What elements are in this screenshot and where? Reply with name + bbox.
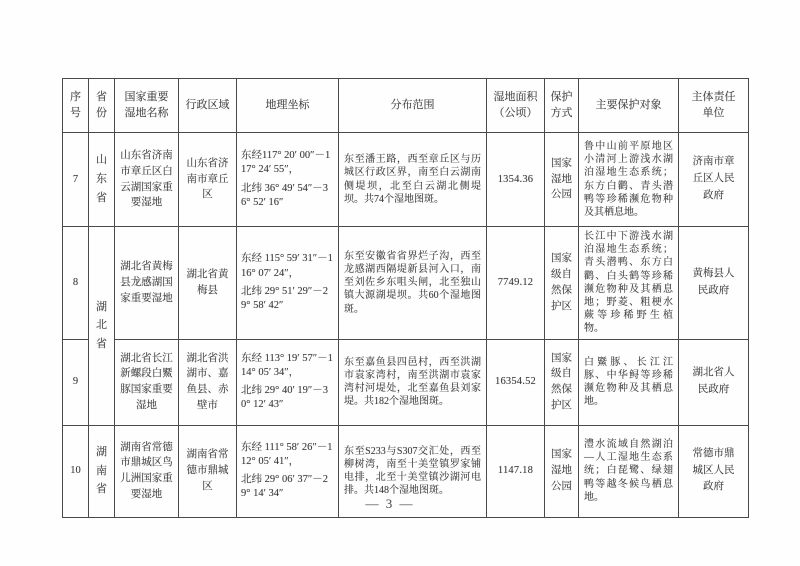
header-label: 国家重要湿地名称 [124, 90, 169, 119]
col-header-responsible-unit [679, 79, 749, 133]
table-row [63, 339, 749, 425]
responsible-label: 济南市章丘区人民政府 [692, 156, 735, 201]
wetland-table [62, 78, 749, 518]
col-header-coordinates [237, 79, 339, 133]
cell-coordinates [237, 227, 339, 340]
protection-label: 国家湿地公园 [551, 449, 572, 492]
cell-responsible-unit [679, 339, 749, 425]
cell-wetland-name: 湖北省黄梅县龙感湖国家重要湿地 [115, 227, 179, 340]
table-body [63, 133, 749, 518]
cell-wetland-name: 山东省济南市章丘区白云湖国家重要湿地 [115, 133, 179, 227]
coordinate-north: 北纬 29° 06′ 37″－29° 14′ 34″ [241, 474, 328, 500]
header-label: 保护方式 [550, 90, 573, 119]
cell-protection-objects: 白鱀豚、长江江豚、中华鲟等珍稀濒危物种及其栖息地。 [579, 339, 679, 425]
header-label: 主体责任单位 [691, 90, 736, 119]
cell-protection-objects: 鲁中山前平原地区小清河上游浅水湖泊湿地生态系统；东方白鹳、青头潜鸭等珍稀濒危物种及其栖息地。 [579, 133, 679, 227]
col-header-province [89, 79, 115, 133]
cell-distribution-range: 东至安徽省省界烂子沟，西至龙感湖西隔堤新县河入口，南至刘佐乡东咀头闸，北至独山镇大源湖堤坝。共60个湿地图斑。 [339, 227, 487, 340]
col-header-protection-objects [579, 79, 679, 133]
cell-coordinates [237, 339, 339, 425]
protection-label: 国家级自然保护区 [551, 253, 572, 312]
responsible-label: 常德市鼎城区人民政府 [692, 447, 735, 493]
cell-admin-region: 湖北省黄梅县 [179, 227, 237, 340]
responsible-label: 湖北省人民政府 [692, 367, 735, 395]
table-header [63, 79, 749, 133]
coordinate-east: 东经 113° 19′ 57″－114° 05′ 34″， [241, 352, 333, 378]
cell-wetland-area: 1354.36 [487, 133, 545, 227]
col-header-serial [63, 79, 89, 133]
cell-province [89, 227, 115, 426]
cell-admin-region: 湖北省洪湖市、嘉鱼县、赤壁市 [179, 339, 237, 425]
cell-admin-region: 山东省济南市章丘区 [179, 133, 237, 227]
coordinate-north: 北纬 29° 40′ 19″－30° 12′ 43″ [241, 385, 328, 411]
col-header-wetland-name [115, 79, 179, 133]
cell-protection-objects: 澧水流域自然湖泊—人工湿地生态系统；白琵鹭、绿翅鸭等越冬候鸟栖息地。 [579, 425, 679, 517]
cell-province [89, 133, 115, 227]
coordinate-east: 东经 115° 59′ 31″－116° 07′ 24″， [241, 253, 333, 279]
cell-coordinates [237, 133, 339, 227]
cell-distribution-range: 东至潘王路，西至章丘区与历城区行政区界，南至白云湖南侧堤坝，北至白云湖北侧堤坝。共74个湿地图斑。 [339, 133, 487, 227]
col-header-admin-region [179, 79, 237, 133]
cell-wetland-area: 16354.52 [487, 339, 545, 425]
cell-serial-number: 10 [63, 425, 89, 517]
cell-wetland-name: 湖南省常德市鼎城区鸟儿洲国家重要湿地 [115, 425, 179, 517]
cell-responsible-unit [679, 133, 749, 227]
province-label: 山东省 [95, 154, 107, 204]
col-header-protection-type [545, 79, 579, 133]
protection-label: 国家湿地公园 [551, 157, 572, 201]
cell-distribution-range: 东至S233与S307交汇处，西至柳树湾，南至十美堂镇罗家铺电排，北至十美堂镇沙湖河电排。共148个湿地图斑。 [339, 425, 487, 517]
header-label: 湿地面积（公顷） [493, 90, 538, 119]
coordinate-east: 东经 111° 58′ 26″－112° 05′ 41″， [241, 441, 333, 467]
coordinate-north: 北纬 36° 49′ 54″－36° 52′ 16″ [241, 182, 328, 208]
cell-distribution-range: 东至嘉鱼县四邑村，西至洪湖市袁家湾村，南至洪湖市袁家湾村河堤处，北至嘉鱼县刘家堤。共182个湿地图斑。 [339, 339, 487, 425]
cell-wetland-name: 湖北省长江新螺段白鱀豚国家重要湿地 [115, 339, 179, 425]
cell-protection-type [545, 339, 579, 425]
protection-label: 国家级自然保护区 [551, 352, 572, 411]
table-row [63, 227, 749, 340]
cell-admin-region: 湖南省常德市鼎城区 [179, 425, 237, 517]
col-header-distribution-range [339, 79, 487, 133]
cell-protection-type [545, 133, 579, 227]
coordinate-east: 东经117° 20′ 00″－117° 24′ 55″， [241, 150, 331, 176]
coordinate-north: 北纬 29° 51′ 29″－29° 58′ 42″ [241, 285, 328, 311]
header-row [63, 79, 749, 133]
col-header-wetland-area [487, 79, 545, 133]
page-number: — 3 — [365, 496, 415, 511]
header-label: 序号 [70, 90, 81, 119]
responsible-label: 黄梅县人民政府 [692, 267, 735, 296]
header-label: 行政区域 [185, 98, 230, 111]
cell-wetland-area: 7749.12 [487, 227, 545, 340]
cell-wetland-area: 1147.18 [487, 425, 545, 517]
header-label: 地理坐标 [265, 98, 310, 111]
cell-protection-objects: 长江中下游浅水湖泊湿地生态系统；青头潜鸭、东方白鹳、白头鹤等珍稀濒危物种及其栖息地；野菱、粗梗水蕨等珍稀野生植物。 [579, 227, 679, 340]
cell-responsible-unit [679, 227, 749, 340]
table-row [63, 133, 749, 227]
province-label: 湖南省 [95, 445, 107, 496]
cell-protection-type [545, 227, 579, 340]
cell-serial-number: 9 [63, 339, 89, 425]
cell-serial-number: 7 [63, 133, 89, 227]
province-label: 湖北省 [95, 300, 107, 351]
cell-serial-number: 8 [63, 227, 89, 340]
header-label: 省份 [96, 90, 107, 119]
header-label: 分布范围 [390, 98, 435, 111]
header-label: 主要保护对象 [595, 98, 662, 111]
